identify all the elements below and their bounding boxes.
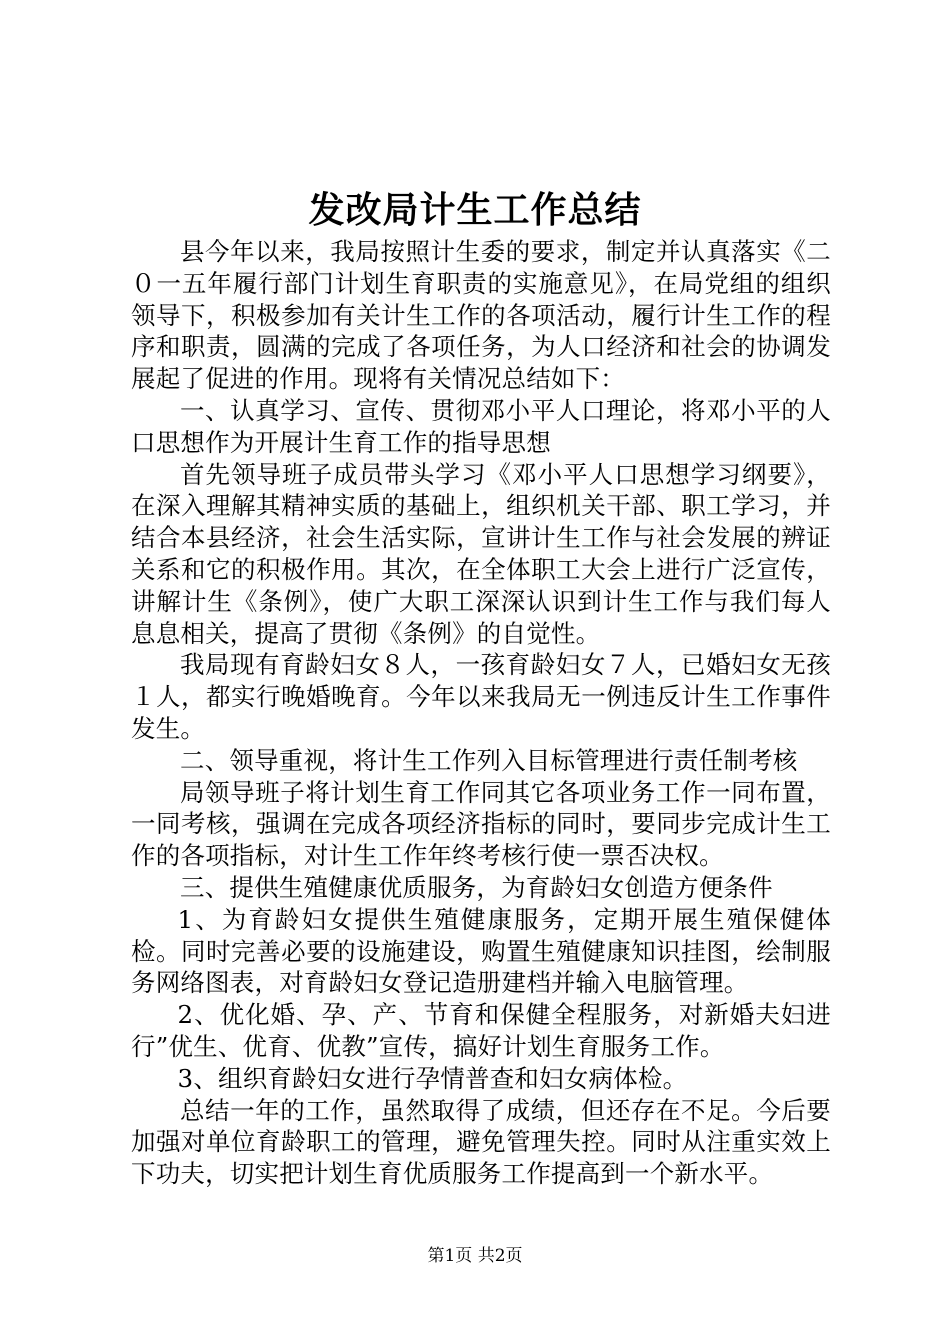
paragraph-conclusion: 总结一年的工作，虽然取得了成绩，但还存在不足。今后要加强对单位育龄职工的管理，避免管理失控。同时从注重实效上下功夫，切实把计划生育优质服务工作提高到一个新水平。 (131, 1095, 831, 1189)
page-footer: 第1页 共2页 (427, 1246, 523, 1266)
document-body (131, 236, 831, 1190)
list-item-1: 1、为育龄妇女提供生殖健康服务，定期开展生殖保健体检。同时完善必要的设施建设，购置生殖健康知识挂图，绘制服务网络图表，对育龄妇女登记造册建档并输入电脑管理。 (131, 904, 831, 998)
list-item-3: 3、组织育龄妇女进行孕情普查和妇女病体检。 (177, 1063, 688, 1093)
section-heading-1: 一、认真学习、宣传、贯彻邓小平人口理论，将邓小平的人口思想作为开展计生育工作的指导思想 (131, 395, 831, 457)
paragraph-study: 首先领导班子成员带头学习《邓小平人口思想学习纲要》，在深入理解其精神实质的基础上，组织机关干部、职工学习，并结合本县经济，社会生活实际，宣讲计生工作与社会发展的辨证关系和它的积极作用。其次，在全体职工大会上进行广泛宣传，讲解计生《条例》，使广大职工深深认识到计生工作与我们每人息息相关，提高了贯彻《条例》的自觉性。 (131, 459, 831, 648)
section-heading-2: 二、领导重视，将计生工作列入目标管理进行责任制考核 (180, 745, 798, 775)
paragraph-intro: 县今年以来，我局按照计生委的要求，制定并认真落实《二０一五年履行部门计划生育职责的实施意见》，在局党组的组织领导下，积极参加有关计生工作的各项活动，履行计生工作的程序和职责，圆满的完成了各项任务，为人口经济和社会的协调发展起了促进的作用。现将有关情况总结如下： (131, 237, 831, 394)
section-heading-3: 三、提供生殖健康优质服务，为育龄妇女创造方便条件 (180, 872, 773, 902)
paragraph-statistics: 我局现有育龄妇女８人，一孩育龄妇女７人，已婚妇女无孩１人，都实行晚婚晚育。今年以来我局无一例违反计生工作事件发生。 (131, 650, 831, 743)
list-item-2: 2、优化婚、孕、产、节育和保健全程服务，对新婚夫妇进行”优生、优育、优教”宣传，搞好计划生育服务工作。 (131, 1000, 831, 1061)
paragraph-leadership: 局领导班子将计划生育工作同其它各项业务工作一同布置，一同考核，强调在完成各项经济指标的同时，要同步完成计生工作的各项指标，对计生工作年终考核行使一票否决权。 (131, 777, 831, 871)
document-title: 发改局计生工作总结 (308, 189, 642, 231)
